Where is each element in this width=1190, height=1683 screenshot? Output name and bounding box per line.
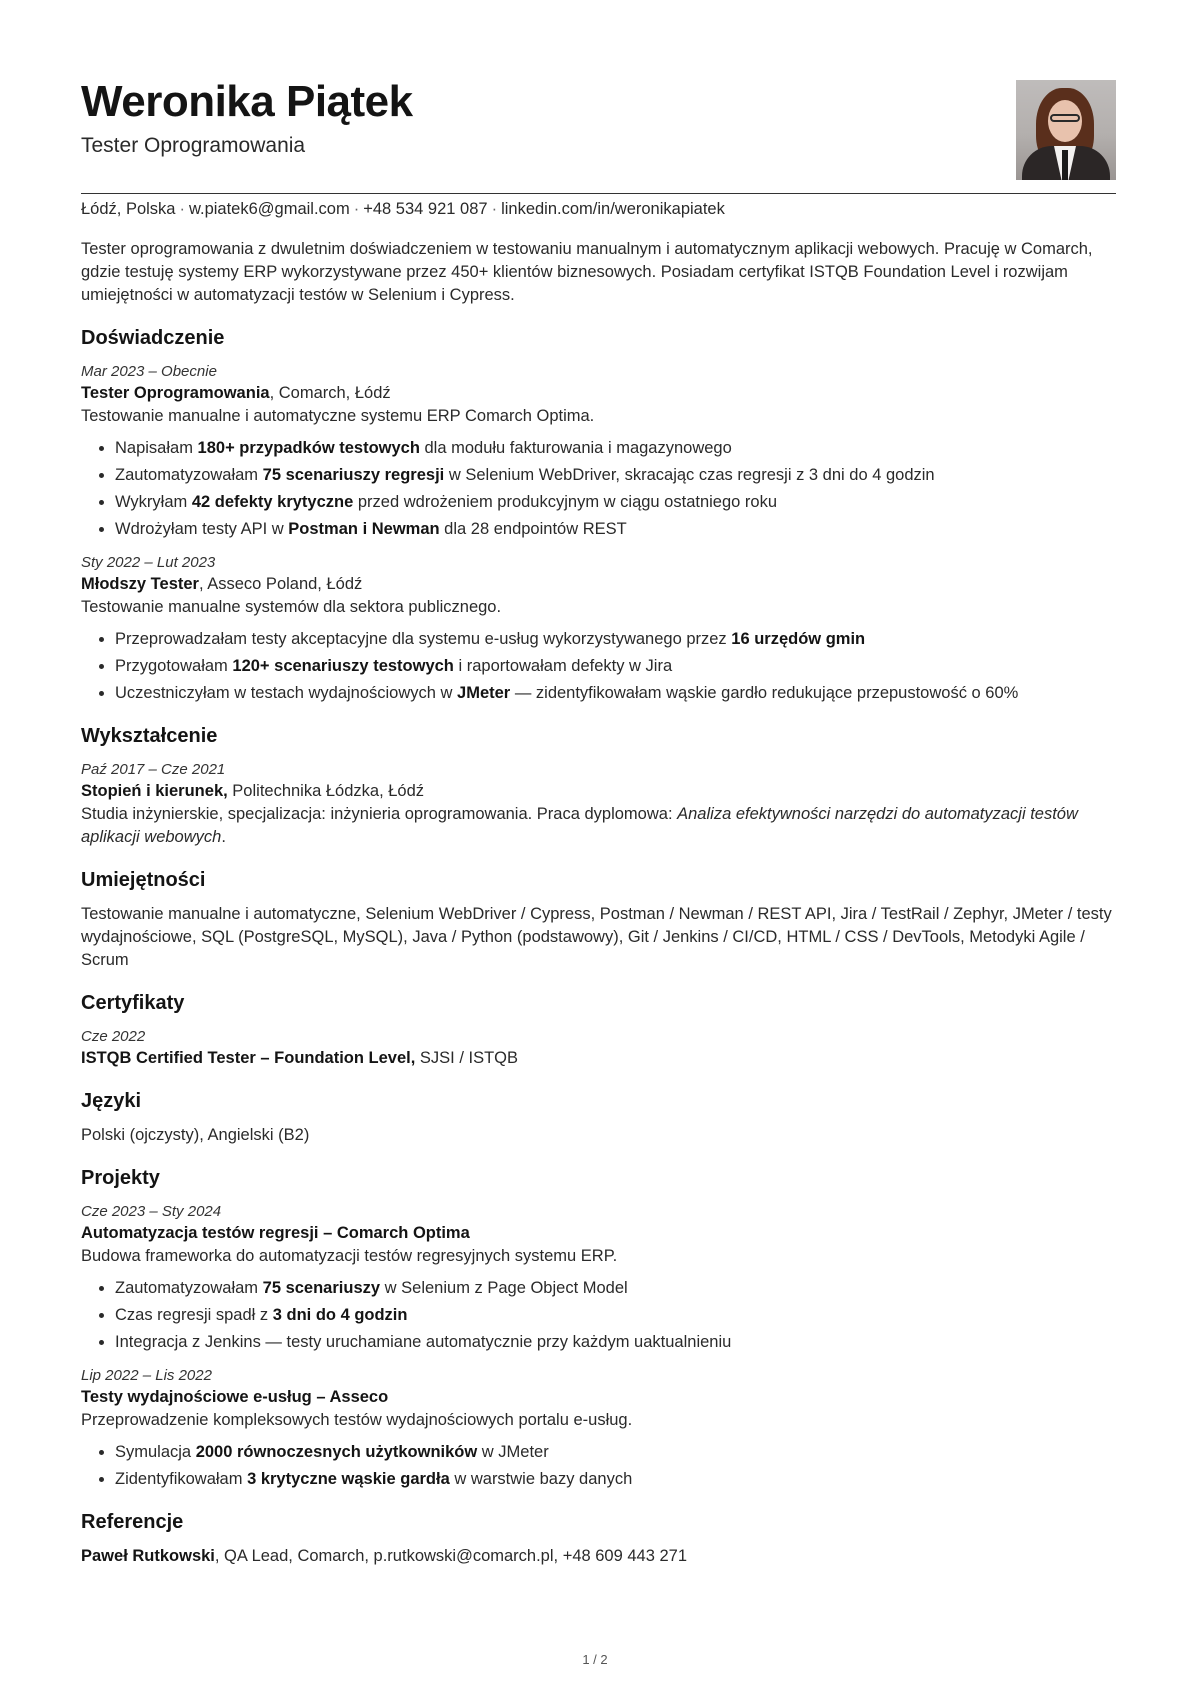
projects-section	[81, 1167, 1116, 1491]
list-item: • Zautomatyzowałam 75 scenariuszy regresji w Selenium WebDriver, skracając czas regresji z 3 dni do 4 godzin	[115, 464, 1116, 487]
project-title-line	[81, 1386, 1116, 1409]
list-item: • Uczestniczyłam w testach wydajnościowych w JMeter — zidentyfikowałam wąskie gardło redukujące przepustowość o 60%	[115, 682, 1116, 705]
candidate-role: Tester Oprogramowania	[81, 134, 306, 157]
job-org: , Asseco Poland, Łódź	[198, 575, 363, 593]
education-date: Paź 2017 – Cze 2021	[81, 761, 226, 778]
education-heading: Wykształcenie	[81, 725, 218, 747]
project-title-line	[81, 1222, 1116, 1245]
list-item: • Zidentyfikowałam 3 krytyczne wąskie gardła w warstwie bazy danych	[115, 1468, 1116, 1491]
project-title: Automatyzacja testów regresji – Comarch Optima	[81, 1224, 470, 1242]
job-org: , Comarch, Łódź	[269, 384, 391, 402]
project-entry	[81, 1366, 1116, 1491]
contact-separator: ·	[179, 200, 185, 218]
list-item: • Zautomatyzowałam 75 scenariuszy w Selenium z Page Object Model	[115, 1277, 1116, 1300]
job-entry	[81, 553, 1116, 705]
list-item: • Symulacja 2000 równoczesnych użytkowników w JMeter	[115, 1441, 1116, 1464]
reference-details: , QA Lead, Comarch, p.rutkowski@comarch.pl, +48 609 443 271	[214, 1547, 688, 1565]
job-title-line	[81, 382, 1116, 405]
list-item: • Wykryłam 42 defekty krytyczne przed wdrożeniem produkcyjnym w ciągu ostatniego roku	[115, 491, 1116, 514]
list-item: • Integracja z Jenkins — testy uruchamiane automatycznie przy każdym uaktualnieniu	[115, 1331, 1116, 1354]
list-item: • Przygotowałam 120+ scenariuszy testowych i raportowałam defekty w Jira	[115, 655, 1116, 678]
job-title: Tester Oprogramowania	[81, 384, 270, 402]
project-date: Lip 2022 – Lis 2022	[81, 1367, 212, 1384]
job-date: Sty 2022 – Lut 2023	[81, 554, 216, 571]
project-bullets	[81, 1277, 1116, 1354]
education-school: Politechnika Łódzka, Łódź	[227, 782, 425, 800]
job-title: Młodszy Tester	[81, 575, 199, 593]
education-degree: Stopień i kierunek,	[81, 782, 228, 800]
job-description: Testowanie manualne systemów dla sektora publicznego.	[81, 598, 502, 616]
job-entry	[81, 362, 1116, 541]
page-number: 1 / 2	[582, 1652, 608, 1667]
references-section	[81, 1511, 1116, 1568]
list-item: • Wdrożyłam testy API w Postman i Newman dla 28 endpointów REST	[115, 518, 1116, 541]
certificate-issuer: SJSI / ISTQB	[415, 1049, 519, 1067]
contact-separator: ·	[491, 200, 498, 218]
skills-heading: Umiejętności	[81, 869, 206, 891]
experience-section	[81, 327, 1116, 705]
job-date: Mar 2023 – Obecnie	[81, 363, 217, 380]
education-section	[81, 725, 1116, 849]
languages-heading: Języki	[81, 1090, 142, 1112]
project-date: Cze 2023 – Sty 2024	[81, 1203, 222, 1220]
profile-summary: Tester oprogramowania z dwuletnim doświadczeniem w testowaniu manualnym i automatycznym aplikacji webowych. Pracuję w Comarch, gdzie testuję systemy ERP wykorzystywane przez 450+ klientów biznesowych. Posiadam certyfikat ISTQB Foundation Level i rozwijam umiejętności w automatyzacji testów w Selenium i Cypress.	[81, 240, 1093, 304]
certificate-title: ISTQB Certified Tester – Foundation Level,	[81, 1049, 416, 1067]
reference-entry	[81, 1545, 1116, 1568]
job-description: Testowanie manualne i automatyczne systemu ERP Comarch Optima.	[81, 407, 595, 425]
job-title-line	[81, 573, 1116, 596]
languages-section	[81, 1090, 1116, 1147]
project-title: Testy wydajnościowe e-usług – Asseco	[81, 1388, 389, 1406]
header-divider	[81, 193, 1116, 194]
skills-section	[81, 869, 1116, 972]
skills-text: Testowanie manualne i automatyczne, Selenium WebDriver / Cypress, Postman / Newman / REST API, Jira / TestRail / Zephyr, JMeter / testy wydajnościowe, SQL (PostgreSQL, MySQL), Java / Python (podstawowy), Git / Jenkins / CI/CD, HTML / CSS / DevTools, Metodyki Agile / Scrum	[81, 905, 1112, 969]
certificate-date: Cze 2022	[81, 1028, 146, 1045]
education-title-line	[81, 780, 1116, 803]
contact-email[interactable]: w.piatek6@gmail.com	[188, 200, 350, 218]
job-bullets	[81, 437, 1116, 541]
list-item: • Przeprowadzałam testy akceptacyjne dla systemu e-usług wykorzystywanego przez 16 urzędów gmin	[115, 628, 1116, 651]
list-item: • Czas regresji spadł z 3 dni do 4 godzin	[115, 1304, 1116, 1327]
project-entry	[81, 1202, 1116, 1354]
references-heading: Referencje	[81, 1511, 184, 1533]
reference-name: Paweł Rutkowski	[81, 1547, 215, 1565]
candidate-name: Weronika Piątek	[81, 77, 413, 126]
contact-line	[81, 200, 1116, 219]
certificates-heading: Certyfikaty	[81, 992, 185, 1014]
profile-photo	[1016, 80, 1116, 180]
contact-separator: ·	[353, 200, 360, 218]
certificates-section	[81, 992, 1116, 1070]
contact-location: Łódź, Polska	[81, 200, 176, 218]
languages-text: Polski (ojczysty), Angielski (B2)	[81, 1126, 310, 1144]
resume-page	[81, 64, 1116, 1568]
experience-heading: Doświadczenie	[81, 327, 225, 349]
project-description: Przeprowadzenie kompleksowych testów wydajnościowych portalu e-usług.	[81, 1411, 633, 1429]
contact-phone: +48 534 921 087	[363, 200, 488, 218]
project-bullets	[81, 1441, 1116, 1491]
job-bullets	[81, 628, 1116, 705]
projects-heading: Projekty	[81, 1167, 160, 1189]
certificate-title-line	[81, 1047, 1116, 1070]
contact-linkedin[interactable]: linkedin.com/in/weronikapiatek	[501, 200, 725, 218]
list-item: • Napisałam 180+ przypadków testowych dla modułu fakturowania i magazynowego	[115, 437, 1116, 460]
resume-header	[81, 77, 1116, 180]
project-description: Budowa frameworka do automatyzacji testów regresyjnych systemu ERP.	[81, 1247, 618, 1265]
education-description: Studia inżynierskie, specjalizacja: inżynieria oprogramowania. Praca dyplomowa: Analiza efektywności narzędzi do automatyzacji testów aplikacji webowych.	[81, 805, 1078, 846]
